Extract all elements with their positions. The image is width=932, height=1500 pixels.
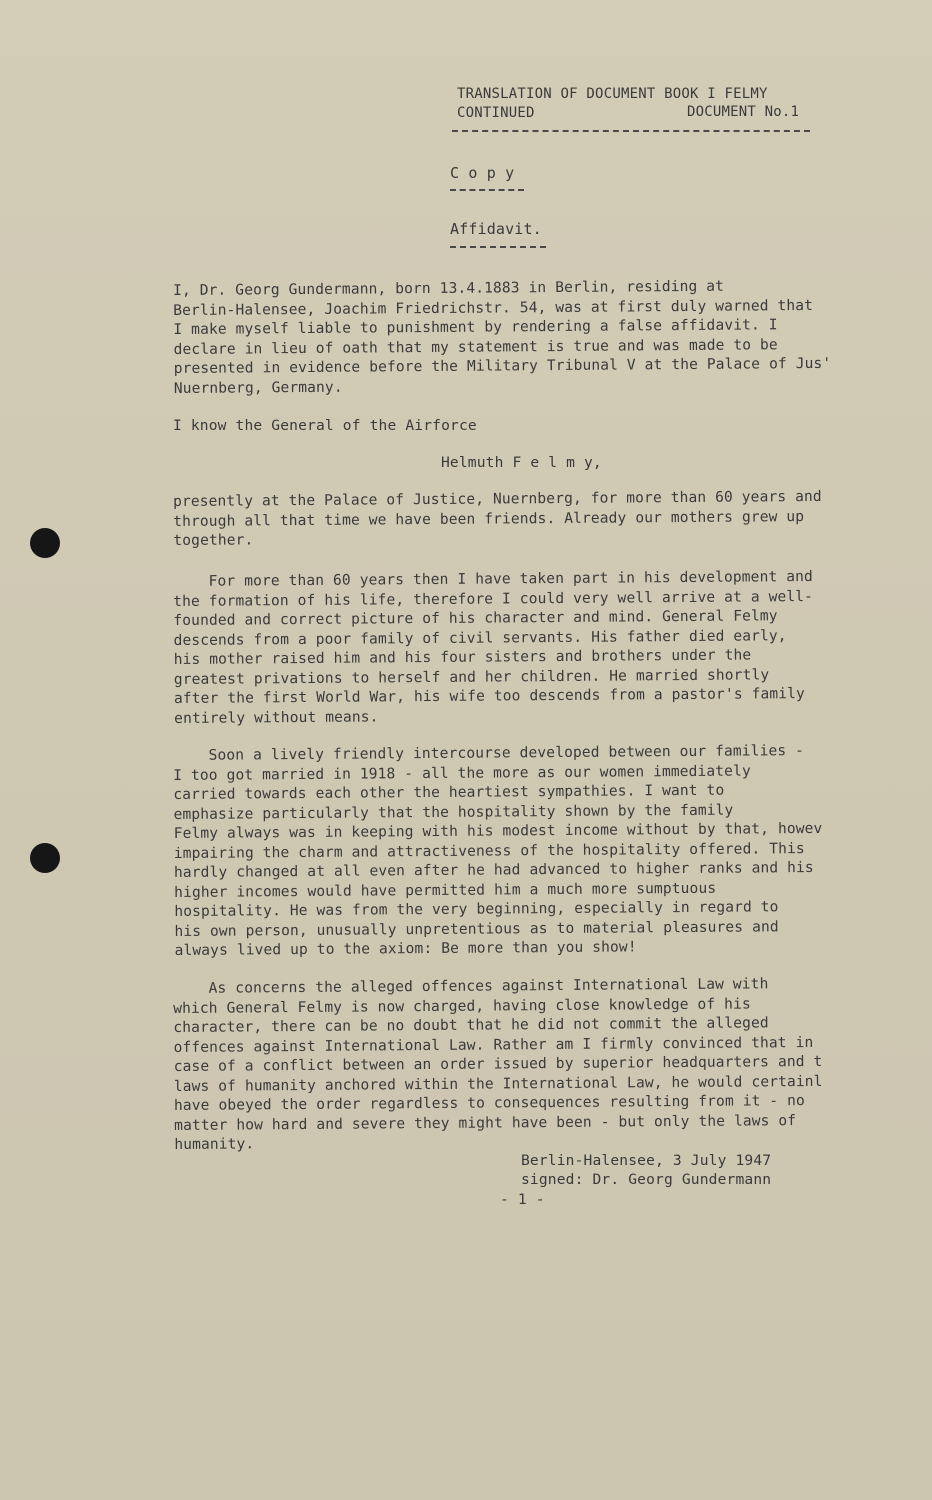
text-line: For more than 60 years then I have taken part in his development and [173, 567, 813, 590]
text-line: have obeyed the order regardless to consequences resulting from it - no [173, 1092, 805, 1114]
header-divider [452, 130, 810, 132]
text-line: the formation of his life, therefore I could very well arrive at a well- [173, 587, 814, 610]
text-line: Soon a lively friendly intercourse developed between our families - [173, 742, 805, 764]
text-line: hardly changed at all even after he had advanced to higher ranks and his [173, 858, 814, 881]
text-line: together. [173, 531, 254, 549]
text-line: offences against International Law. Rather am I firmly convinced that in [173, 1033, 814, 1056]
text-line: declare in lieu of oath that my statement is true and was made to be [173, 335, 778, 358]
text-line: his mother raised him and his four sisters and brothers under the [173, 646, 752, 668]
text-line: Felmy always was in keeping with his modest income without by that, howev [173, 819, 823, 842]
text-line: presented in evidence before the Military Tribunal V at the Palace of Jus' [173, 354, 832, 377]
affidavit-underline [450, 246, 546, 248]
text-line: descends from a poor family of civil servants. His father died early, [173, 626, 787, 649]
text-line: always lived up to the axiom: Be more than you show! [174, 938, 637, 959]
text-line: presently at the Palace of Justice, Nuernberg, for more than 60 years and [173, 487, 822, 510]
text-line: matter how hard and severe they might have been - but only the laws of [174, 1111, 797, 1134]
text-line: Berlin-Halensee, Joachim Friedrichstr. 54, was at first duly warned that [173, 296, 814, 319]
text-line: I make myself liable to punishment by rendering a false affidavit. I [173, 316, 778, 338]
text-line: founded and correct picture of his character and mind. General Felmy [173, 607, 778, 629]
general-name: Helmuth F e l m y, [441, 454, 602, 471]
header-continued: CONTINUED [457, 105, 535, 121]
text-line: greatest privations to herself and her children. He married shortly [173, 665, 770, 688]
copy-underline [450, 189, 524, 191]
text-line: entirely without means. [174, 707, 379, 727]
text-line: I too got married in 1918 - all the more as our women immediately [173, 761, 751, 784]
paragraph-character [173, 567, 894, 729]
text-line: after the first World War, his wife too descends from a pastor's family [173, 685, 805, 707]
text-line: through all that time we have been friends. Already our mothers grew up [173, 507, 805, 530]
punch-hole [30, 843, 60, 873]
text-line: higher incomes would have permitted him a much more sumptuous [174, 879, 717, 901]
text-line: case of a conflict between an order issued by superior headquarters and t [173, 1052, 823, 1075]
text-line: I, Dr. Georg Gundermann, born 13.4.1883 in Berlin, residing at [173, 277, 725, 299]
paragraph-offences [173, 974, 894, 1155]
paragraph-friendship [173, 487, 893, 551]
signature-signed: signed: Dr. Georg Gundermann [521, 1171, 772, 1188]
paragraph-hospitality [173, 741, 895, 961]
text-line: hospitality. He was from the very beginning, especially in regard to [174, 898, 779, 920]
text-line: emphasize particularly that the hospitality shown by the family [173, 801, 734, 823]
text-line: character, there can be no doubt that he did not commit the alleged [173, 1014, 769, 1036]
signature-place-date: Berlin-Halensee, 3 July 1947 [521, 1152, 772, 1169]
paragraph-declaration [173, 276, 894, 399]
text-line: which General Felmy is now charged, having close knowledge of his [173, 994, 751, 1017]
know-line: I know the General of the Airforce [173, 417, 477, 434]
text-line: his own person, unusually unpretentious as to material pleasures and [174, 917, 779, 940]
punch-hole [30, 528, 60, 558]
text-line: impairing the charm and attractiveness of the hospitality offered. This [173, 839, 805, 862]
text-line: carried towards each other the heartiest sympathies. I want to [173, 781, 725, 803]
text-line: humanity. [174, 1135, 255, 1153]
page-number: - 1 - [500, 1191, 545, 1208]
copy-heading: C o p y [450, 164, 515, 182]
text-line: Nuernberg, Germany. [173, 378, 343, 397]
header-title: TRANSLATION OF DOCUMENT BOOK I FELMY [457, 86, 768, 102]
text-line: laws of humanity anchored within the International Law, he would certainl [173, 1072, 823, 1095]
header-document-number: DOCUMENT No.1 [687, 104, 800, 120]
text-line: As concerns the alleged offences against International Law with [173, 975, 769, 997]
affidavit-heading: Affidavit. [450, 220, 542, 238]
